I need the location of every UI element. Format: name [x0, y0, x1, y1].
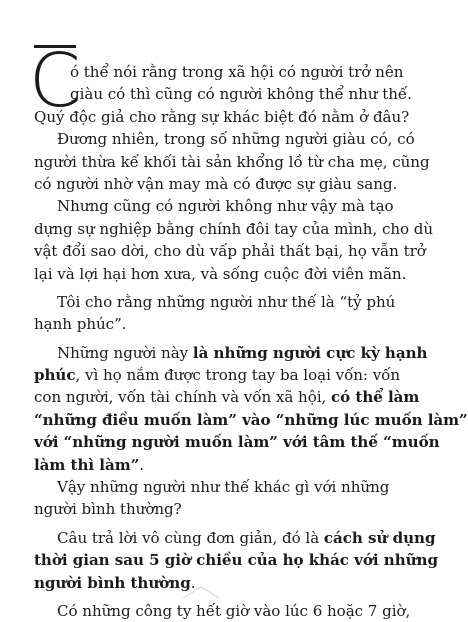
text-line: ó thể nói rằng trong xã hội có người trở nên — [70, 63, 404, 81]
bold-text-run: làm thì làm” — [34, 455, 140, 474]
paragraph-6 — [34, 476, 390, 521]
text-line — [34, 527, 436, 549]
bold-text-line: thời gian sau 5 giờ chiều của họ khác với những — [34, 551, 438, 570]
bold-text-line: “những điều muốn làm” vào “những lúc muốn làm” — [34, 410, 468, 429]
paragraph-7 — [34, 527, 438, 594]
text-line — [34, 364, 401, 386]
text-line: hạnh phúc”. — [34, 315, 127, 334]
bold-text-run: là những người cực kỳ hạnh — [192, 343, 428, 362]
bold-text-line: với “những người muốn làm” với tâm thế “muốn — [34, 433, 440, 452]
text-line: vật đổi sao dời, cho dù vấp phải thất bại, họ vẫn trở — [34, 242, 426, 261]
text-line — [34, 386, 420, 408]
bold-text-run: người bình thường — [34, 573, 191, 592]
text-run: con người, vốn tài chính và vốn xã hội, — [34, 388, 332, 407]
bold-text-run: cách sử dụng — [323, 528, 436, 547]
text-line: Vậy những người như thế khác gì với những — [57, 478, 390, 497]
text-line: có người nhờ vận may mà có được sự giàu sang. — [34, 174, 398, 193]
text-line: dựng sự nghiệp bằng chính đôi tay của mình, cho dù — [34, 219, 434, 238]
text-line: giàu có thì cũng có người không thể như thế. — [70, 85, 412, 104]
text-line: Nhưng cũng có người không như vậy mà tạo — [57, 197, 394, 216]
text-line: lại và lợi hại hơn xưa, và sống cuộc đời viên mãn. — [34, 264, 407, 283]
text-line: người thừa kế khối tài sản khổng lồ từ cha mẹ, cũng — [34, 152, 430, 171]
text-run: Câu trả lời vô cùng đơn giản, đó là — [57, 528, 324, 547]
text-run: , vì họ nắm được trong tay ba loại vốn: vốn — [75, 366, 401, 385]
text-run: . — [190, 573, 196, 592]
paragraph-3 — [34, 195, 434, 285]
paragraph-8 — [34, 600, 411, 622]
footer-ornament-icon — [183, 586, 219, 600]
text-line — [34, 342, 428, 364]
paragraph-4 — [34, 291, 396, 336]
bold-text-run: có thể làm — [331, 388, 420, 407]
text-run: Những người này — [57, 343, 193, 362]
text-line: Tôi cho rằng những người như thế là “tỷ phú — [57, 292, 396, 311]
page-body — [34, 61, 468, 622]
paragraph-5 — [34, 342, 468, 476]
paragraph-1 — [34, 61, 412, 128]
bold-text-run: phúc — [34, 366, 76, 385]
text-line: Quý độc giả cho rằng sự khác biệt đó nằm ở đâu? — [34, 107, 410, 126]
text-line: Đương nhiên, trong số những người giàu có, có — [57, 130, 415, 149]
text-line: Có những công ty hết giờ vào lúc 6 hoặc 7 giờ, — [57, 601, 411, 620]
drop-cap: C — [29, 38, 81, 124]
text-run: . — [139, 455, 144, 474]
paragraph-2 — [34, 128, 430, 195]
text-line — [34, 454, 369, 476]
text-line: người bình thường? — [34, 500, 182, 519]
